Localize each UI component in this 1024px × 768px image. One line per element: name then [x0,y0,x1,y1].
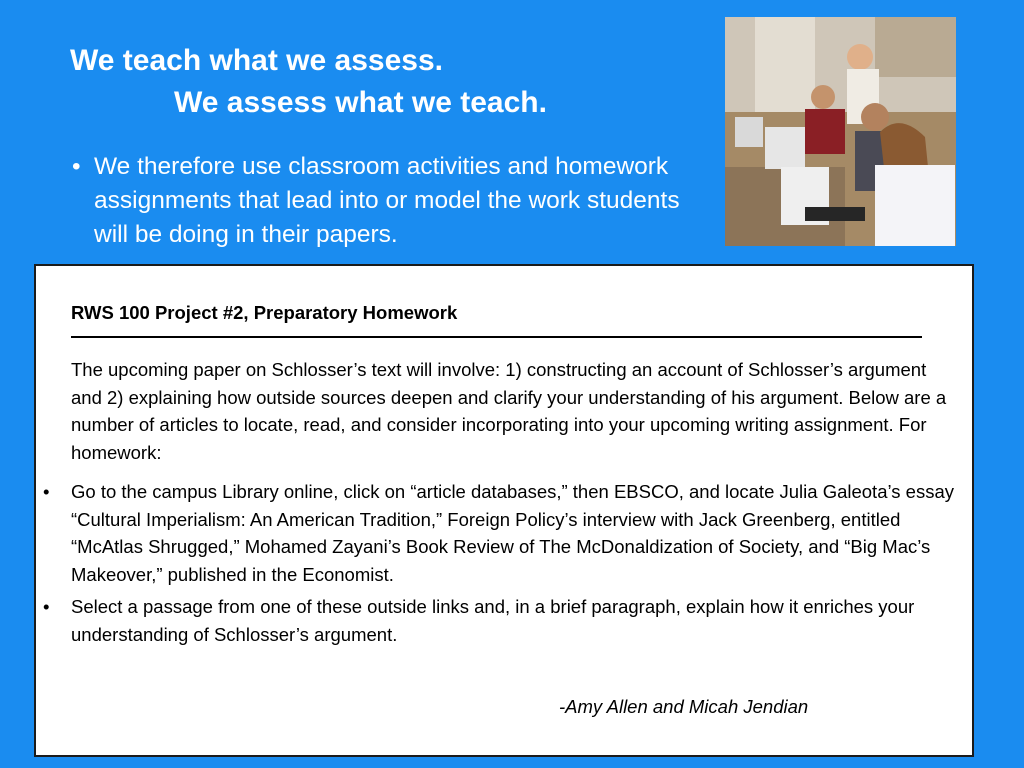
homework-bullet-list [43,478,958,652]
list-item-text: Go to the campus Library online, click on “article databases,” then EBSCO, and locate Julia Galeota’s essay “Cultural Imperialism: An American Tradition,” Foreign Policy’s interview with Jack Greenberg, entitled “McAtlas Shrugged,” Mohamed Zayani’s Book Review of The McDonaldization of Society, and “Big Mac’s Makeover,” published in the Economist. [71,481,954,586]
classroom-photo [725,17,956,246]
list-item [43,478,958,589]
slide-title-line-1: We teach what we assess. [70,44,443,77]
list-item-text: Select a passage from one of these outside links and, in a brief paragraph, explain how it enriches your understanding of Schlosser’s argument. [71,595,915,645]
homework-title: RWS 100 Project #2, Preparatory Homework [71,302,458,323]
bullet-marker: • [43,595,50,617]
bullet-marker: • [43,481,50,502]
classroom-photo-icon [725,17,956,246]
author-signature: -Amy Allen and Micah Jendian [559,696,809,717]
title-divider [71,336,922,338]
intro-text: We therefore use classroom activities and homework assignments that lead into or model the work students will be doing in their papers. [94,153,680,248]
slide-title-line-2: We assess what we teach. [174,86,547,119]
homework-paragraph: The upcoming paper on Schlosser’s text will involve: 1) constructing an account of Schlosser’s argument and 2) explaining how outside sources deepen and clarify your understanding of his argument. Below are a number of articles to locate, read, and consider incorporating into your upcoming writing assignment. For homework: [71,359,947,464]
bullet-marker: • [72,153,81,180]
intro-bullet [72,150,702,252]
list-item [43,593,958,648]
homework-panel [34,264,974,757]
